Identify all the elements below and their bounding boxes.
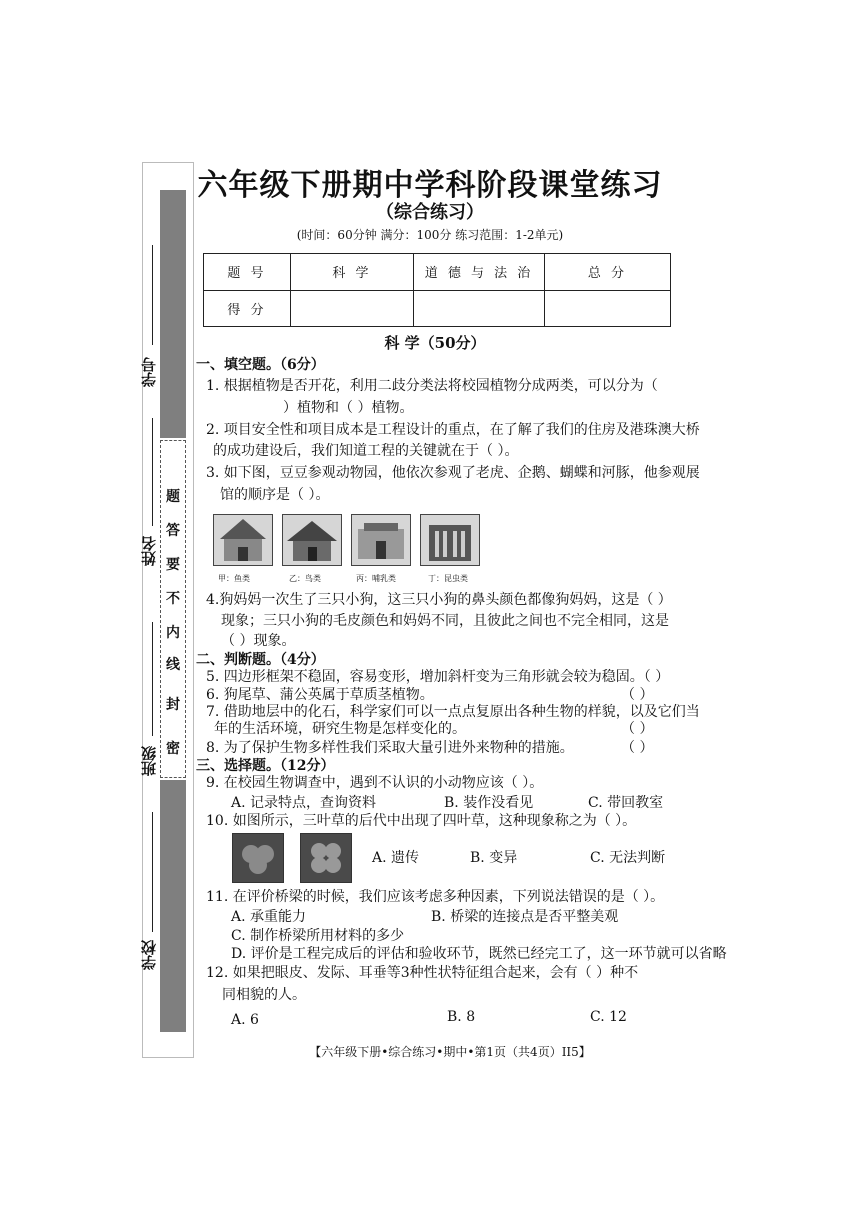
question-10-option-c: C. 无法判断 (590, 850, 666, 866)
question-4-line-3: （ ）现象。 (221, 633, 296, 649)
question-12-line-1: 12. 如果把眼皮、发际、耳垂等3种性状特征组合起来，会有（ ）种不 (206, 965, 639, 981)
question-9-option-c: C. 带回教室 (588, 795, 664, 811)
seal-char: 答 (166, 523, 180, 539)
question-5: 5. 四边形框架不稳固，容易变形，增加斜杆变为三角形就会较为稳固。（ ） (206, 669, 670, 685)
question-2-line-2: 的成功建设后，我们知道工程的关键就在于（ ）。 (213, 443, 519, 459)
four-leaf-clover-image (300, 833, 352, 883)
score-cell-morality-law[interactable] (414, 290, 545, 327)
pavilion-caption: 丁：昆虫类 (428, 574, 468, 583)
question-11-option-a: A. 承重能力 (231, 909, 307, 925)
question-11: 11. 在评价桥梁的时候，我们应该考虑多种因素，下列说法错误的是（ ）。 (206, 889, 665, 905)
seal-char: 题 (166, 489, 180, 505)
score-table (203, 253, 671, 327)
question-10: 10. 如图所示，三叶草的后代中出现了四叶草，这种现象称之为（ ）。 (206, 813, 637, 829)
school-line (152, 812, 153, 932)
score-cell-total[interactable] (545, 290, 671, 327)
part3-heading: 三、选择题。（12分） (196, 758, 335, 774)
page-title: 六年级下册期中学科阶段课堂练习 (197, 168, 663, 203)
question-11-option-d: D. 评价是工程完成后的评估和验收环节，既然已经完工了，这一环节就可以省略 (231, 946, 727, 962)
school-label: 学校 (140, 940, 158, 970)
question-7-line-1: 7. 借助地层中的化石，科学家们可以一点点复原出各种生物的样貌，以及它们当 (206, 704, 700, 720)
question-1-line-2: ）植物和（ ）植物。 (283, 400, 414, 416)
seal-char: 内 (166, 625, 180, 641)
question-9-option-a: A. 记录特点，查询资料 (231, 795, 377, 811)
question-4-line-2: 现象；三只小狗的毛皮颜色和妈妈不同，且彼此之间也不完全相同，这是 (221, 613, 669, 629)
binding-strip-lower-bar (160, 780, 186, 1032)
name-line (152, 418, 153, 526)
seal-char: 要 (166, 557, 180, 573)
score-table-header-cell: 总 分 (545, 254, 671, 291)
seal-char: 不 (166, 591, 180, 607)
three-leaf-clover-image (232, 833, 284, 883)
question-1-line-1: 1. 根据植物是否开花，利用二歧分类法将校园植物分成两类，可以分为（ (206, 378, 658, 394)
question-2-line-1: 2. 项目安全性和项目成本是工程设计的重点，在了解了我们的住房及港珠澳大桥 (206, 422, 700, 438)
seal-char: 密 (166, 741, 180, 757)
score-table-score-row (204, 290, 671, 327)
seal-char: 封 (166, 697, 180, 713)
part2-heading: 二、判断题。（4分） (196, 652, 325, 668)
pavilion-jia-image (213, 514, 273, 566)
question-7-answer-bracket: （ ） (621, 721, 654, 737)
question-12-option-c: C. 12 (590, 1009, 627, 1025)
question-6-answer-bracket: （ ） (621, 687, 654, 703)
exam-info: (时间：60分钟 满分：100分 练习范围：1-2单元) (296, 228, 564, 242)
pavilion-yi-image (282, 514, 342, 566)
class-label: 班级 (140, 746, 158, 776)
question-8: 8. 为了保护生物多样性我们采取大量引进外来物种的措施。 (206, 740, 574, 756)
question-3-line-2: 馆的顺序是（ ）。 (220, 487, 330, 503)
score-table-header-cell: 道 德 与 法 治 (414, 254, 545, 291)
page-footer: 【六年级下册•综合练习•期中•第1页（共4页）II5】 (309, 1045, 591, 1059)
score-row-label: 得 分 (204, 290, 291, 327)
student-number-label: 学号 (140, 357, 158, 387)
page-subtitle: （综合练习） (376, 202, 484, 223)
question-3-line-1: 3. 如下图，豆豆参观动物园，他依次参观了老虎、企鹅、蝴蝶和河豚，他参观展 (206, 465, 700, 481)
name-label: 姓名 (140, 536, 158, 566)
seal-char: 线 (166, 657, 180, 673)
question-11-option-b: B. 桥梁的连接点是否平整美观 (431, 909, 619, 925)
question-12-option-a: A. 6 (231, 1012, 259, 1028)
question-9: 9. 在校园生物调查中，遇到不认识的小动物应该（ ）。 (206, 775, 544, 791)
question-9-option-b: B. 装作没看见 (444, 795, 534, 811)
score-table-header-cell: 题 号 (204, 254, 291, 291)
section-title: 科 学（50分） (384, 334, 486, 352)
pavilion-ding-image (420, 514, 480, 566)
question-10-option-b: B. 变异 (470, 850, 518, 866)
question-4-line-1: 4.狗妈妈一次生了三只小狗，这三只小狗的鼻头颜色都像狗妈妈，这是（ ） (206, 592, 672, 608)
question-10-option-a: A. 遗传 (372, 850, 420, 866)
part1-heading: 一、填空题。（6分） (196, 357, 325, 373)
pavilion-caption: 乙：鸟类 (289, 574, 321, 583)
student-number-line (152, 245, 153, 345)
binding-strip-upper-bar (160, 190, 186, 438)
score-table-header-cell: 科 学 (291, 254, 414, 291)
score-table-header-row (204, 254, 671, 291)
question-11-option-c: C. 制作桥梁所用材料的多少 (231, 928, 405, 944)
pavilion-bing-image (351, 514, 411, 566)
class-line (152, 622, 153, 736)
question-12-line-2: 同相貌的人。 (222, 987, 306, 1003)
question-8-answer-bracket: （ ） (621, 740, 654, 756)
question-6: 6. 狗尾草、蒲公英属于草质茎植物。 (206, 687, 434, 703)
score-cell-science[interactable] (291, 290, 414, 327)
pavilion-caption: 甲：鱼类 (218, 574, 250, 583)
question-12-option-b: B. 8 (447, 1009, 476, 1025)
pavilion-caption: 丙：哺乳类 (356, 574, 396, 583)
question-7-line-2: 年的生活环境，研究生物是怎样变化的。 (214, 721, 466, 737)
